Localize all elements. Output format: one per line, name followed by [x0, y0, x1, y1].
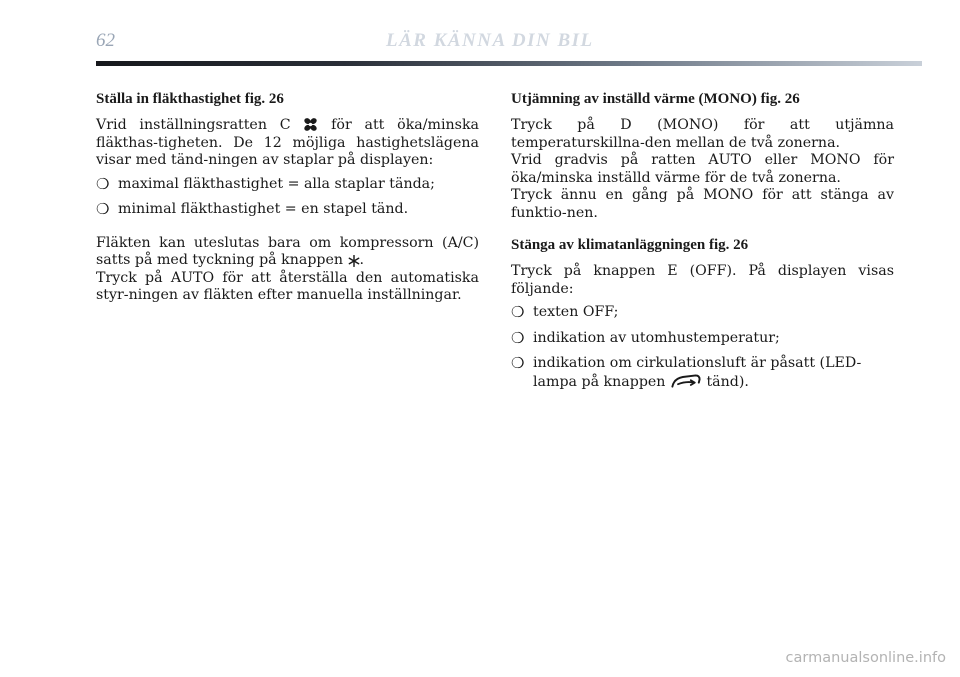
header-rule — [96, 61, 922, 66]
fan-speed-text-end: för att öka/minska fläkthas-tigheten. De 12 möjliga hastighetslägena visar med tänd-ningen av staplar på displayen: — [96, 117, 479, 168]
bullet-icon: ❍ — [511, 354, 525, 372]
fan-speed-text-start: Vrid inställningsratten C — [96, 117, 291, 133]
fan-speed-list — [96, 176, 479, 219]
list-item: ❍ indikation av utomhustemperatur; — [511, 328, 780, 347]
list-item: ❍ indikation om cirkulationsluft är påsatt (LED-lampa på knappen tänd). — [511, 354, 862, 390]
snowflake-icon — [348, 255, 360, 267]
section-heading-mono: Utjämning av inställd värme (MONO) fig. 26 — [511, 91, 800, 107]
turn-off-list — [511, 304, 894, 391]
list-item: ❍ maximal fläkthastighet = alla staplar tända; — [96, 174, 435, 193]
mono-paragraph-3: Tryck ännu en gång på MONO för att stänga av funktio-nen. — [511, 187, 894, 221]
bullet-icon: ❍ — [96, 200, 110, 218]
fan-speed-paragraph — [96, 117, 479, 170]
bullet-icon: ❍ — [511, 303, 525, 321]
left-column — [96, 90, 479, 311]
auto-fan-paragraph: Tryck på AUTO för att återställa den automatiska styr-ningen av fläkten efter manuella inställningar. — [96, 269, 479, 303]
bullet-icon: ❍ — [511, 328, 525, 347]
watermark: carmanualsonline.info — [785, 650, 946, 666]
section-heading-fan-speed: Ställa in fläkthastighet fig. 26 — [96, 91, 284, 107]
compressor-paragraph: Fläkten kan uteslutas bara om kompressorn (A/C) satts på med tyckning på knappen . — [96, 234, 479, 268]
mono-paragraph-2: Vrid gradvis på ratten AUTO eller MONO för öka/minska inställd värme för de två zonerna. — [511, 152, 894, 186]
section-heading-turn-off: Stänga av klimatanläggningen fig. 26 — [511, 237, 749, 253]
recirculation-car-icon — [670, 373, 702, 389]
list-item: ❍ minimal fläkthastighet = en stapel tänd. — [96, 200, 409, 218]
page-header — [96, 30, 922, 54]
fan-icon — [303, 117, 318, 132]
list-item: ❍ texten OFF; — [511, 303, 619, 321]
turn-off-paragraph: Tryck på knappen E (OFF). På displayen visas följande: — [511, 263, 894, 297]
right-column — [511, 90, 894, 399]
running-title: LÄR KÄNNA DIN BIL — [386, 30, 594, 51]
bullet-icon: ❍ — [96, 174, 110, 193]
page-number: 62 — [96, 30, 115, 51]
mono-paragraph-1: Tryck på D (MONO) för att utjämna temperaturskillna-den mellan de två zonerna. — [511, 117, 894, 151]
